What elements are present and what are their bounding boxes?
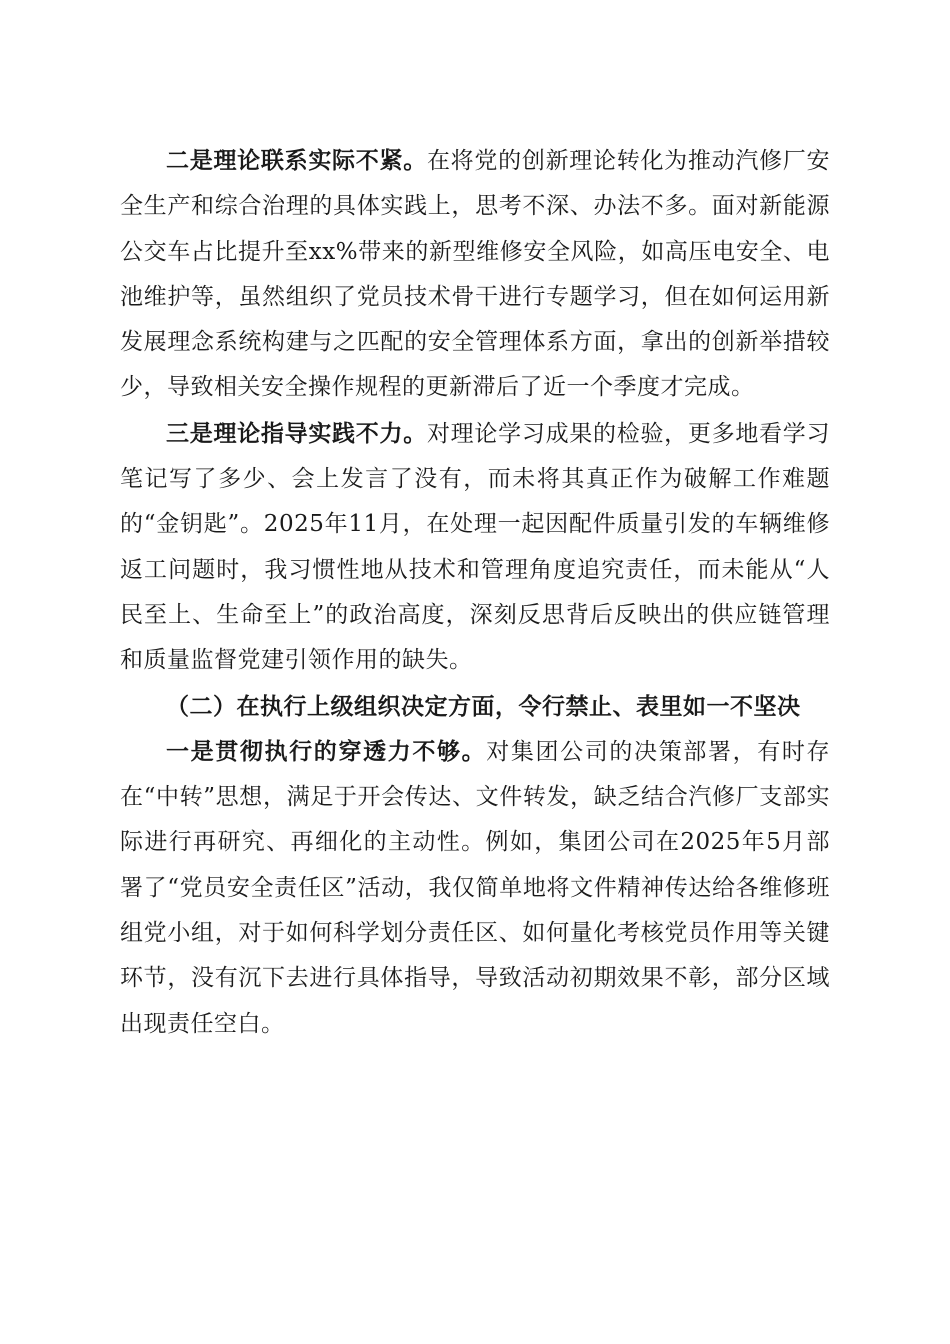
paragraph-lead: 二是理论联系实际不紧。	[166, 147, 427, 174]
paragraph-text: 对集团公司的决策部署，有时存在“中转”思想，满足于开会传达、文件转发，缺乏结合汽修厂支部实际进行再研究、再细化的主动性。例如，集团公司在2025年5月部署了“党员安全责任区”活动，我仅简单地将文件精神传达给各维修班组党小组，对于如何科学划分责任区、如何量化考核党员作用等关键环节，没有沉下去进行具体指导，导致活动初期效果不彰，部分区域出现责任空白。	[120, 738, 831, 1037]
paragraph-execution-penetration	[120, 729, 830, 1047]
paragraph-lead: 一是贯彻执行的穿透力不够。	[166, 737, 487, 765]
paragraph-theory-guidance	[120, 411, 830, 684]
paragraph-lead: 三是理论指导实践不力。	[166, 419, 427, 447]
paragraph-text: 对理论学习成果的检验，更多地看学习笔记写了多少、会上发言了没有，而未将其真正作为破解工作难题的“金钥匙”。2025年11月，在处理一起因配件质量引发的车辆维修返工问题时，我习惯性地从技术和管理角度追究责任，而未能从“人民至上、生命至上”的政治高度，深刻反思背后反映出的供应链管理和质量监督党建引领作用的缺失。	[120, 420, 831, 674]
paragraph-theory-practice-link	[120, 138, 830, 411]
document-body	[120, 138, 830, 1047]
paragraph-text: 在将党的创新理论转化为推动汽修厂安全生产和综合治理的具体实践上，思考不深、办法不多。面对新能源公交车占比提升至xx%带来的新型维修安全风险，如高压电安全、电池维护等，虽然组织了党员技术骨干进行专题学习，但在如何运用新发展理念系统构建与之匹配的安全管理体系方面，拿出的创新举措较少，导致相关安全操作规程的更新滞后了近一个季度才完成。	[120, 148, 831, 401]
section-heading: （二）在执行上级组织决定方面，令行禁止、表里如一不坚决	[166, 692, 801, 720]
